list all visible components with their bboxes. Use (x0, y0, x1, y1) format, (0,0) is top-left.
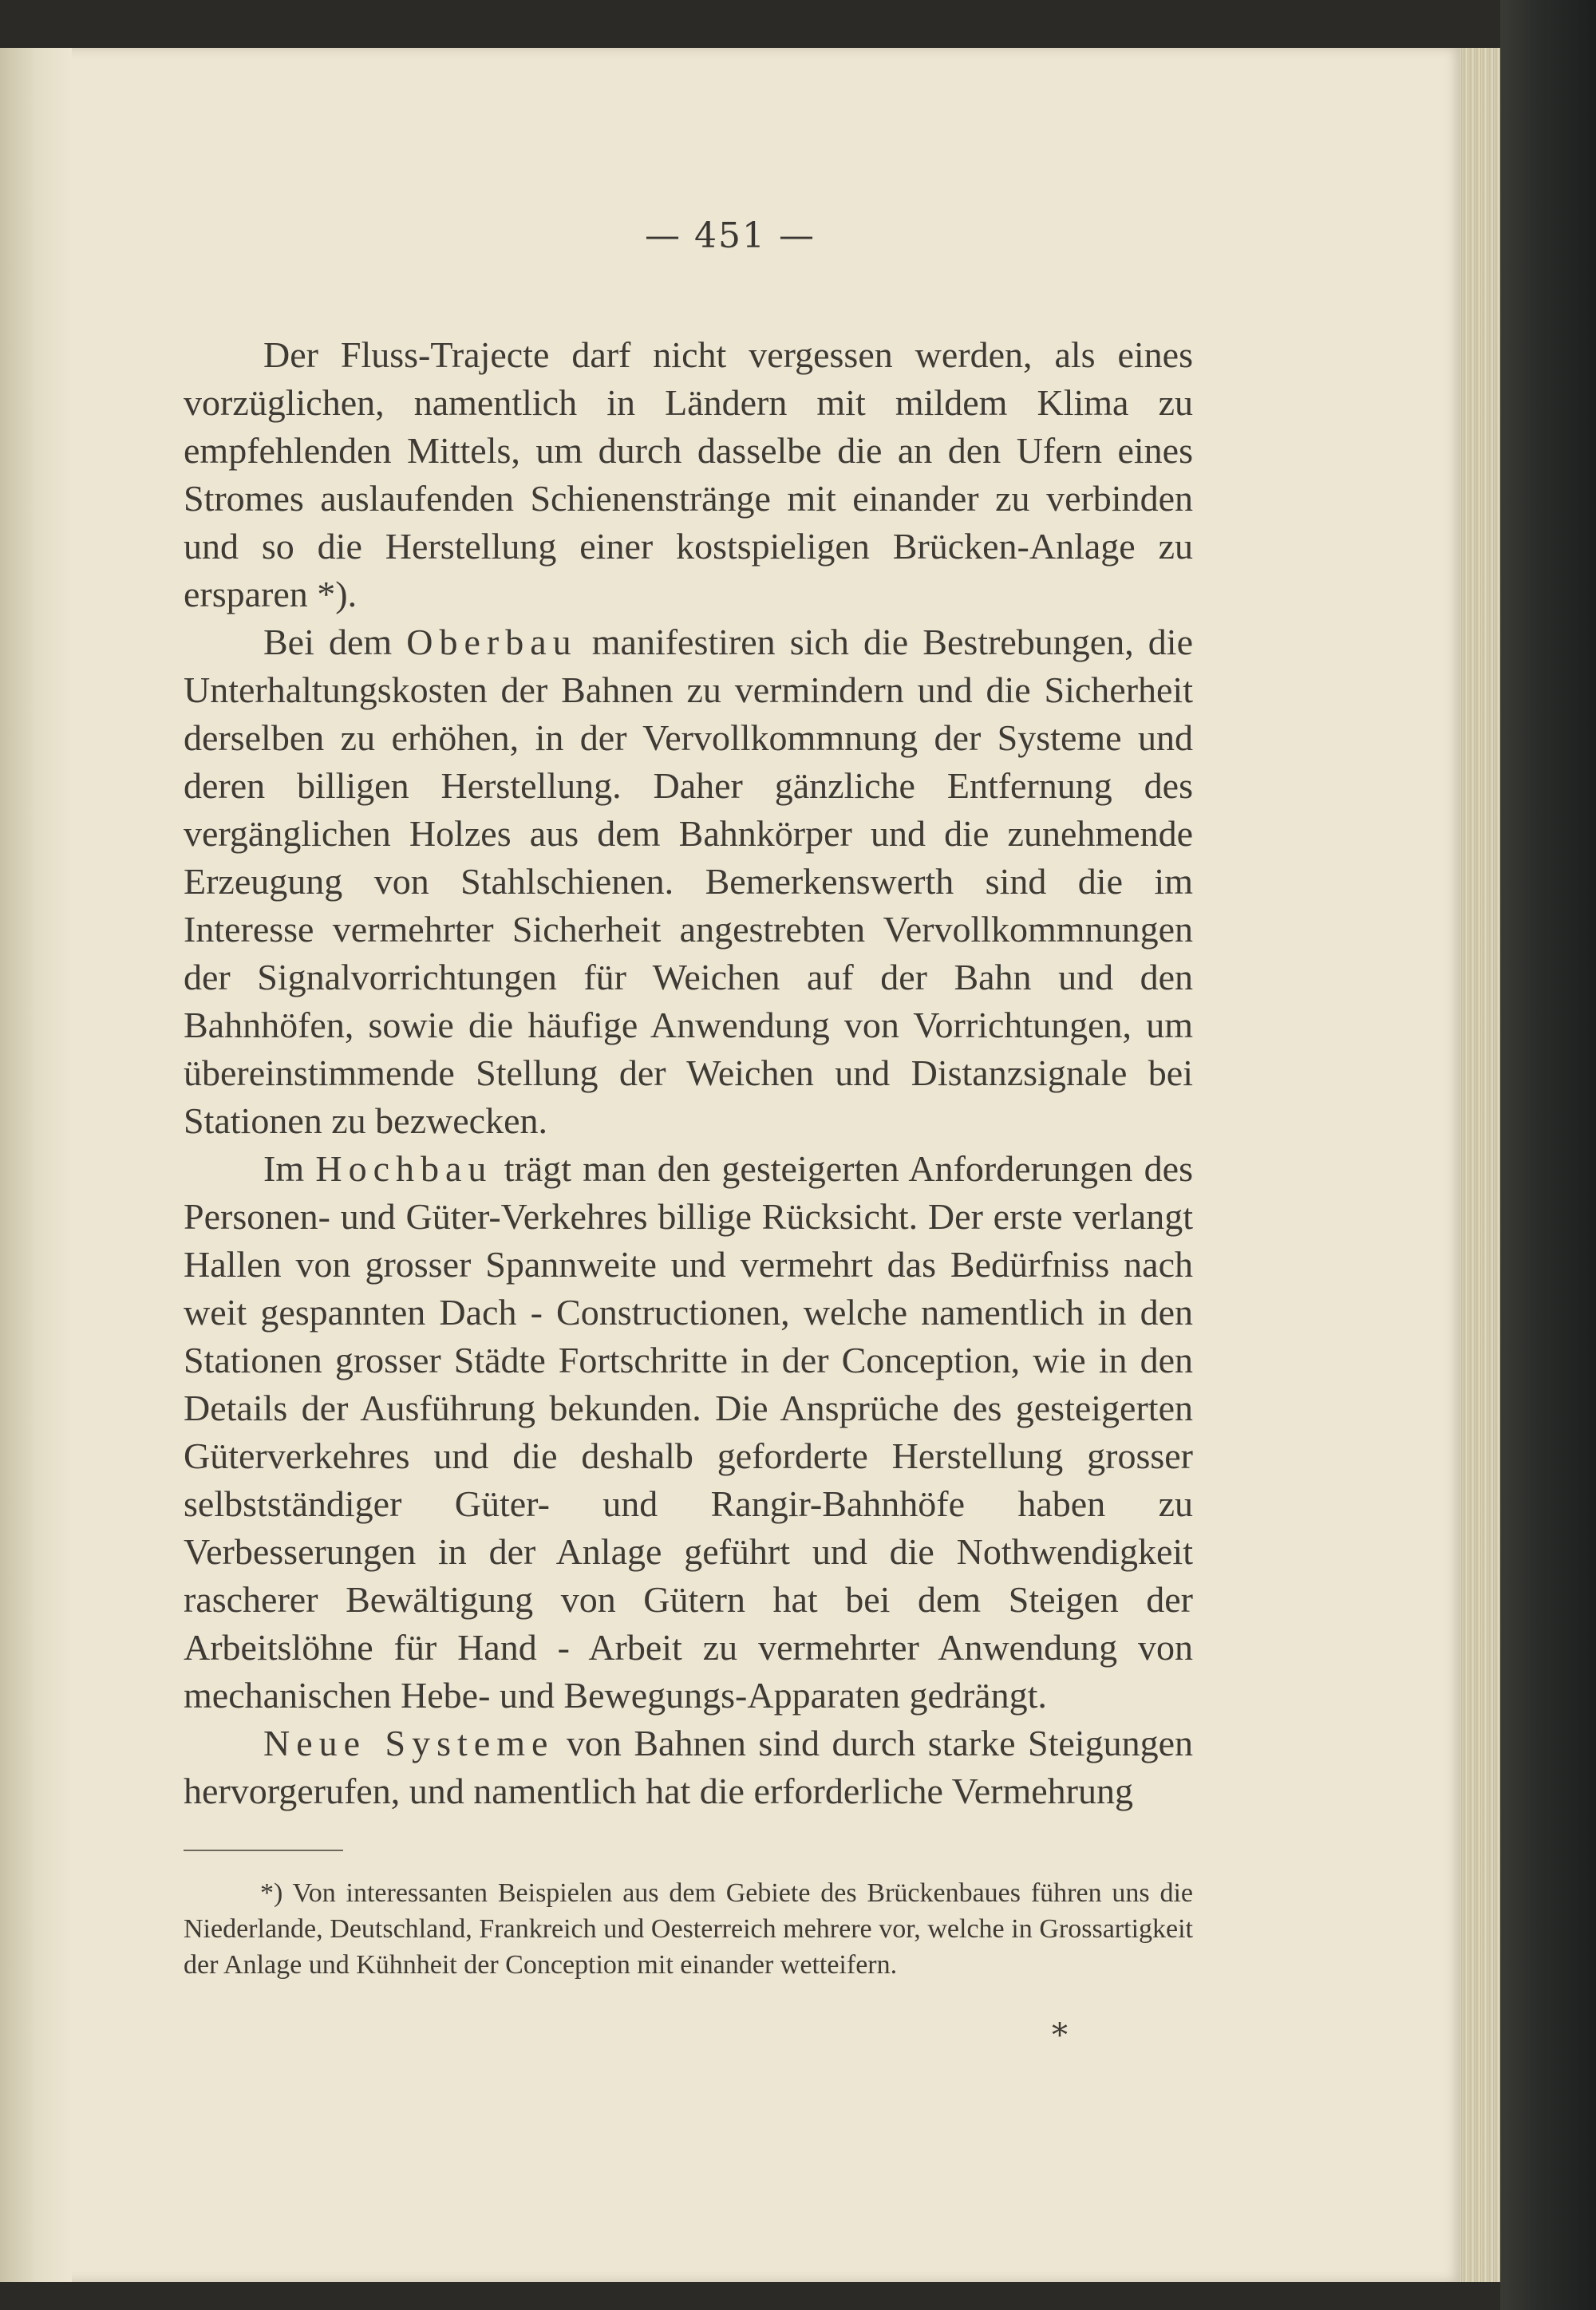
footnote (184, 1875, 1193, 1983)
paragraph-3-keyword: Hochbau (315, 1148, 493, 1189)
bottom-asterisk-mark: * (1052, 2017, 1068, 2054)
paragraph-2-keyword: Oberbau (406, 622, 578, 662)
paragraph-2 (184, 618, 1193, 1145)
paragraph-2-rest: manifestiren sich die Bestrebungen, die Unterhaltungskosten der Bahnen zu vermindern und die Sicherheit derselben zu erhöhen, in der Vervollkommnung der Systeme und deren billigen Herstellung. Daher gänzliche Entfernung des vergänglichen Holzes aus dem Bahnkörper und die zunehmende Erzeugung von Stahlschienen. Bemerkenswerth sind die im Interesse vermehrter Sicherheit angestrebten Vervollkommnungen der Signalvorrichtungen für Weichen auf der Bahn und den Bahnhöfen, sowie die häufige Anwendung von Vorrichtungen, um übereinstimmende Stellung der Weichen und Distanzsignale bei Stationen zu bezwecken. (184, 622, 1193, 1141)
paragraph-3-lead: Im (263, 1148, 316, 1189)
paragraph-1: Der Fluss-Trajecte darf nicht vergessen werden, als eines vorzüglichen, namentlich in Ländern mit mildem Klima zu empfehlenden Mittels, um durch dasselbe die an den Ufern eines Stromes auslaufenden Schienenstränge mit einander zu verbinden und so die Herstellung einer kostspieligen Brücken-Anlage zu ersparen *). (184, 334, 1193, 614)
footnote-text: *) Von interessanten Beispielen aus dem Gebiete des Brückenbaues führen uns die Niederlande, Deutschland, Frankreich und Oesterreich mehrere vor, welche in Grossartigkeit der Anlage und Kühnheit der Conception mit einander wetteifern. (184, 1878, 1193, 1980)
page-gutter-shadow (0, 48, 72, 2282)
paragraph-4 (184, 1720, 1193, 1815)
paragraph-4-keyword: Neue Systeme (263, 1723, 555, 1763)
page-number: — 451 — (645, 215, 816, 256)
paragraph-3 (184, 1145, 1193, 1720)
paragraph-2-lead: Bei dem (263, 622, 407, 662)
book-page (0, 48, 1460, 2282)
footnote-rule (184, 1850, 343, 1851)
body-text (184, 331, 1193, 1815)
book-binding (1500, 0, 1596, 2310)
paragraph-4-rest: von Bahnen sind durch starke Steigungen hervorgerufen, und namentlich hat die erforderliche Vermehrung (184, 1723, 1193, 1811)
paragraph-3-rest: trägt man den gesteigerten Anforderungen des Personen- und Güter-Verkehres billige Rücksicht. Der erste verlangt Hallen von grosser Spannweite und vermehrt das Bedürfniss nach weit gespannten Dach - Constructionen, welche namentlich in den Stationen grosser Städte Fortschritte in der Conception, wie in den Details der Ausführung bekunden. Die Ansprüche des gesteigerten Güterverkehres und die deshalb geforderte Herstellung grosser selbstständiger Güter- und Rangir-Bahnhöfe haben zu Verbesserungen in der Anlage geführt und die Nothwendigkeit rascherer Bewältigung von Gütern hat bei dem Steigen der Arbeitslöhne für Hand - Arbeit zu vermehrter Anwendung von mechanischen Hebe- und Bewegungs-Apparaten gedrängt. (184, 1148, 1193, 1716)
